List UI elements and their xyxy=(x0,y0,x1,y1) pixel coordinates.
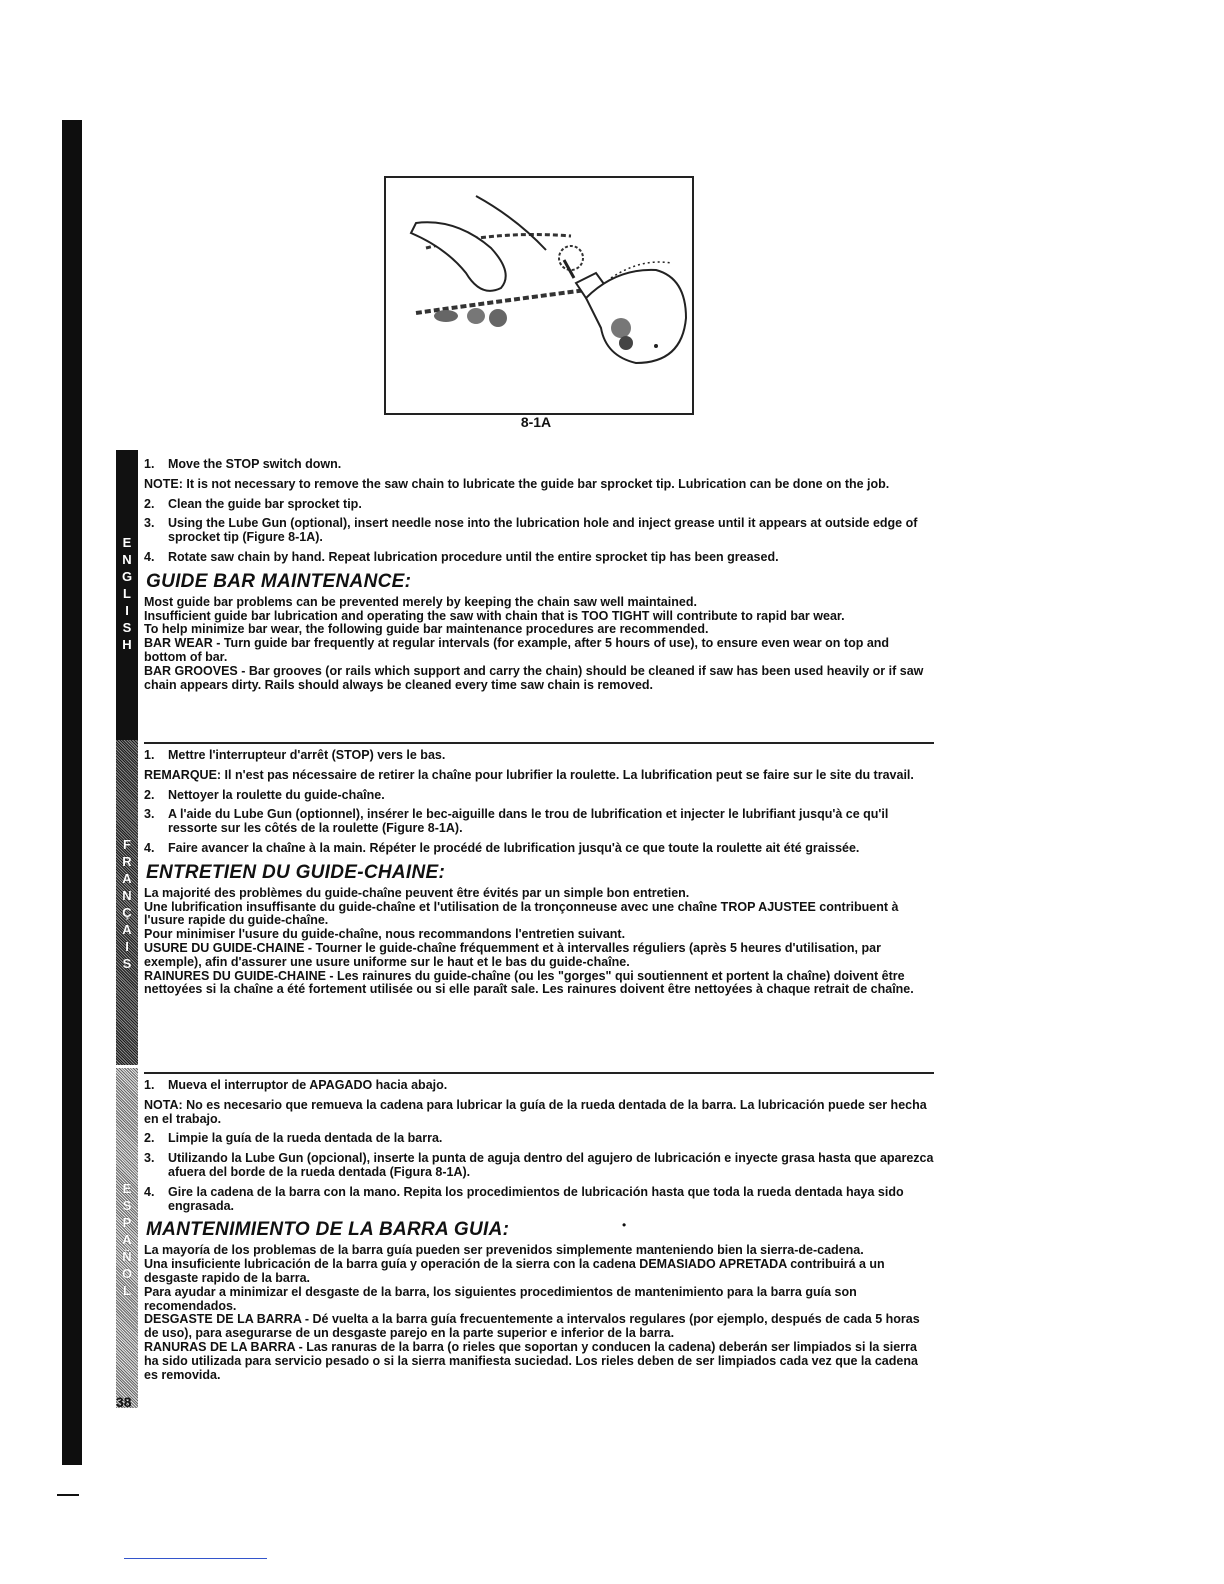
note: REMARQUE: Il n'est pas nécessaire de retirer la chaîne pour lubrifier la roulette. La lubrification peut se faire sur le site du travail. xyxy=(144,767,914,782)
page-number: 38 xyxy=(116,1394,132,1410)
paragraph: RANURAS DE LA BARRA - Las ranuras de la barra (o rieles que soportan y conducen la cadena) deberán ser limpiados si la sierra ha sido utilizada para servicio pesado o si la sierra manifiesta suciedad. Los rieles deben de ser limpiados cada vez que la cadena es removida. xyxy=(144,1339,918,1382)
step-3: 3. Using the Lube Gun (optional), insert needle nose into the lubrication hole and inject grease until it appears at outside edge of sprocket tip (Figure 8-1A). xyxy=(144,516,918,545)
english-tab xyxy=(116,450,138,760)
step-3: 3. Utilizando la Lube Gun (opcional), inserte la punta de aguja dentro del agujero de lubricación e inyecte grasa hasta que aparezca afuera del borde de la rueda dentada (Figura 8-1A). xyxy=(144,1151,934,1179)
paragraph: BAR WEAR - Turn guide bar frequently at regular intervals (for example, after 5 hours of use), to ensure even wear on top and bottom of bar. xyxy=(144,636,890,664)
paragraph: To help minimize bar wear, the following guide bar maintenance procedures are recommended. xyxy=(144,622,709,637)
step-1: 1. Mueva el interruptor de APAGADO hacia abajo. xyxy=(144,1078,448,1092)
french-section xyxy=(144,742,934,997)
step-2: 2. Nettoyer la roulette du guide-chaîne. xyxy=(144,787,385,802)
paragraph: La majorité des problèmes du guide-chaîne peuvent être évités par un simple bon entretien. xyxy=(144,885,690,900)
spanish-tab-letters: E S P A Ñ O L xyxy=(121,1181,133,1298)
paragraph: Une lubrification insuffisante du guide-chaîne et l'utilisation de la tronçonneuse avec une chaîne TROP AJUSTEE contribuent à l'usure rapide du guide-chaîne. xyxy=(144,899,899,928)
section-heading: ENTRETIEN DU GUIDE-CHAINE: xyxy=(146,861,446,883)
spanish-tab xyxy=(116,1068,138,1408)
paragraph: La mayoría de los problemas de la barra guía pueden ser prevenidos simplemente manteniendo bien la sierra-de-cadena. xyxy=(144,1243,864,1258)
step-4: 4. Rotate saw chain by hand. Repeat lubrication procedure until the entire sprocket tip has been greased. xyxy=(144,549,779,564)
english-tab-letters: E N G L I S H xyxy=(121,535,133,652)
french-tab-letters: F R A N Ç A I S xyxy=(122,837,132,971)
paragraph: Insufficient guide bar lubrication and operating the saw with chain that is TOO TIGHT will contribute to rapid bar wear. xyxy=(144,608,845,623)
paragraph: DESGASTE DE LA BARRA - Dé vuelta a la barra guía frecuentemente a intervalos regulares (por ejemplo, después de cada 5 horas de uso), para asegurarse de un desgaste parejo en la parte superior e inferior de la barra. xyxy=(144,1312,920,1341)
paragraph: Una insuficiente lubricación de la barra guía y operación de la sierra con la cadena DEMASIADO APRETADA contribuirá a un desgaste rapido de la barra. xyxy=(144,1257,885,1285)
step-1: 1. Move the STOP switch down. xyxy=(144,457,342,471)
step-2: 2. Clean the guide bar sprocket tip. xyxy=(144,496,362,511)
paragraph: USURE DU GUIDE-CHAINE - Tourner le guide-chaîne fréquemment et à intervalles réguliers (après 5 heures d'utilisation, par exemple), afin d'assurer une usure uniforme sur le haut et le bas du guide-chaîne. xyxy=(144,940,881,969)
section-heading: MANTENIMIENTO DE LA BARRA GUIA: xyxy=(146,1219,510,1241)
section-heading: GUIDE BAR MAINTENANCE: xyxy=(146,570,412,592)
paragraph: Pour minimiser l'usure du guide-chaîne, nous recommandons l'entretien suivant. xyxy=(144,927,626,942)
figure-8-1a-box xyxy=(384,176,694,415)
spanish-section xyxy=(144,1072,934,1382)
step-3: 3. A l'aide du Lube Gun (optionnel), insérer le bec-aiguille dans le trou de lubrification et injecter le lubrifiant jusqu'à ce qu'il ressorte sur les côtés de la roulette (Figure 8-1A). xyxy=(144,807,889,836)
paragraph: Most guide bar problems can be prevented merely by keeping the chain saw well maintained. xyxy=(144,594,697,609)
figure-caption: 8-1A xyxy=(520,414,552,430)
english-section xyxy=(144,456,934,692)
paragraph: Para ayudar a minimizar el desgaste de la barra, los siguientes procedimientos de mantenimiento para la barra guía son recomendados. xyxy=(144,1284,857,1313)
step-4: 4. Faire avancer la chaîne à la main. Répéter le procédé de lubrification jusqu'à ce que toute la roulette ait été graissée. xyxy=(144,840,860,855)
note: NOTA: No es necesario que remueva la cadena para lubricar la guía de la rueda dentada de la barra. La lubricación puede ser hecha en el trabajo. xyxy=(144,1097,927,1126)
binding-edge-bar xyxy=(62,120,82,1465)
stray-mark: • xyxy=(622,1218,627,1232)
step-4: 4. Gire la cadena de la barra con la mano. Repita los procedimientos de lubricación hasta que toda la rueda dentada haya sido engrasada. xyxy=(144,1184,904,1213)
paragraph: RAINURES DU GUIDE-CHAINE - Les rainures du guide-chaîne (ou les "gorges" qui soutiennent et portent la chaîne) doivent être nettoyées si la chaîne a été fortement utilisée ou si elle paraît sale. Les rainures doivent être nettoyées à chaque retrait de chaîne. xyxy=(144,968,914,997)
french-tab xyxy=(116,740,138,1065)
scan-underline xyxy=(124,1558,267,1559)
grease-gun-illustration xyxy=(386,178,692,413)
margin-mark xyxy=(57,1494,79,1496)
note: NOTE: It is not necessary to remove the saw chain to lubricate the guide bar sprocket tip. Lubrication can be done on the job. xyxy=(144,476,890,491)
step-2: 2. Limpie la guía de la rueda dentada de la barra. xyxy=(144,1131,443,1146)
step-1: 1. Mettre l'interrupteur d'arrêt (STOP) vers le bas. xyxy=(144,748,446,762)
paragraph: BAR GROOVES - Bar grooves (or rails which support and carry the chain) should be cleaned if saw has been used heavily or if saw chain appears dirty. Rails should always be cleaned every time saw chain is removed. xyxy=(144,663,924,692)
